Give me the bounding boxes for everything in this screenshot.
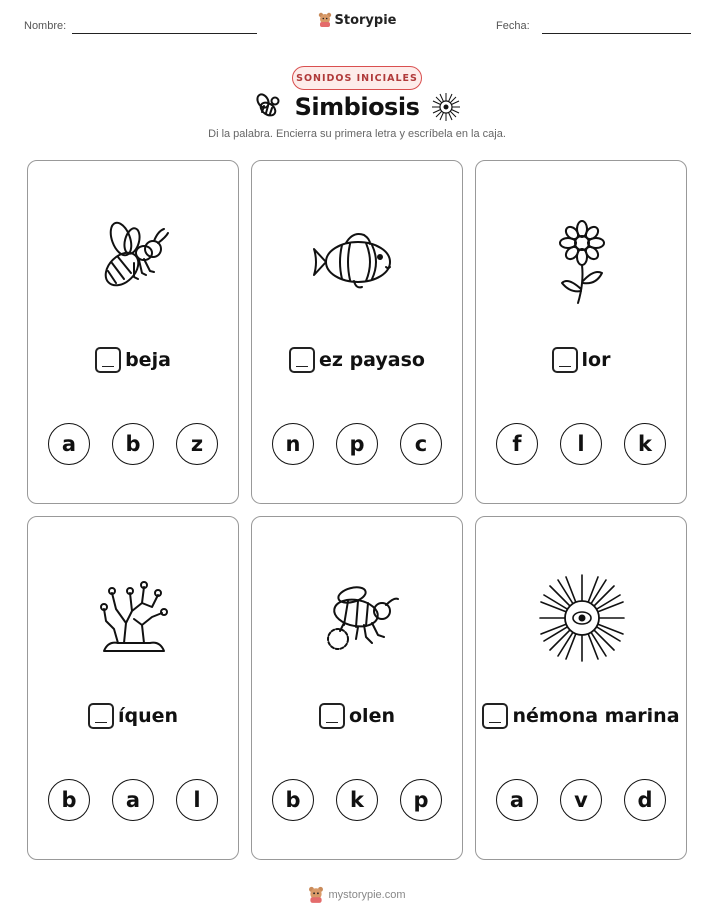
letter-choice[interactable]: p bbox=[400, 779, 442, 821]
letter-answer-box[interactable] bbox=[482, 703, 508, 729]
word-card bbox=[27, 160, 239, 504]
bee-icon bbox=[84, 217, 184, 307]
letter-choice[interactable]: p bbox=[336, 423, 378, 465]
letter-choice[interactable]: a bbox=[48, 423, 90, 465]
letter-choice[interactable]: b bbox=[272, 779, 314, 821]
word-text: beja bbox=[125, 349, 171, 371]
letter-choice[interactable]: v bbox=[560, 779, 602, 821]
letter-choice[interactable]: c bbox=[400, 423, 442, 465]
letter-choice[interactable]: z bbox=[176, 423, 218, 465]
letter-choices bbox=[28, 423, 238, 465]
bee-icon bbox=[253, 92, 283, 122]
word-card bbox=[475, 160, 687, 504]
word-text: ez payaso bbox=[319, 349, 425, 371]
letter-answer-box[interactable] bbox=[289, 347, 315, 373]
word-row bbox=[28, 703, 238, 729]
bear-logo-icon bbox=[308, 886, 324, 904]
name-line[interactable] bbox=[72, 33, 257, 34]
word-text: lor bbox=[581, 349, 611, 371]
sea-anemone-icon bbox=[431, 92, 461, 122]
word-text: íquen bbox=[117, 705, 179, 727]
letter-choices bbox=[476, 779, 686, 821]
letter-choice[interactable]: n bbox=[272, 423, 314, 465]
brand-logo bbox=[0, 12, 714, 28]
letter-choice[interactable]: b bbox=[112, 423, 154, 465]
letter-choices bbox=[252, 423, 462, 465]
sea-anemone-icon bbox=[532, 573, 632, 663]
letter-choice[interactable]: k bbox=[336, 779, 378, 821]
letter-choice[interactable]: l bbox=[176, 779, 218, 821]
letter-choices bbox=[252, 779, 462, 821]
word-card bbox=[251, 516, 463, 860]
topic-badge: SONIDOS INICIALES bbox=[292, 66, 422, 90]
word-card bbox=[475, 516, 687, 860]
word-row bbox=[28, 347, 238, 373]
date-label: Fecha: bbox=[496, 20, 530, 32]
word-text: némona marina bbox=[512, 705, 680, 727]
letter-answer-box[interactable] bbox=[88, 703, 114, 729]
letter-choice[interactable]: a bbox=[112, 779, 154, 821]
word-row bbox=[252, 347, 462, 373]
letter-answer-box[interactable] bbox=[552, 347, 578, 373]
letter-choices bbox=[28, 779, 238, 821]
brand-name: Storypie bbox=[334, 12, 397, 28]
bear-logo-icon bbox=[318, 12, 332, 28]
word-row bbox=[476, 347, 686, 373]
letter-choice[interactable]: a bbox=[496, 779, 538, 821]
title-row bbox=[0, 90, 714, 124]
word-row bbox=[476, 703, 686, 729]
letter-choice[interactable]: b bbox=[48, 779, 90, 821]
letter-answer-box[interactable] bbox=[319, 703, 345, 729]
letter-choice[interactable]: l bbox=[560, 423, 602, 465]
coral-icon bbox=[84, 573, 184, 663]
footer bbox=[0, 886, 714, 904]
bee-with-pollen-icon bbox=[308, 573, 408, 663]
letter-choices bbox=[476, 423, 686, 465]
word-text: olen bbox=[349, 705, 395, 727]
word-card bbox=[27, 516, 239, 860]
flower-icon bbox=[532, 217, 632, 307]
name-label: Nombre: bbox=[24, 20, 67, 32]
letter-choice[interactable]: k bbox=[624, 423, 666, 465]
footer-url: mystorypie.com bbox=[328, 889, 406, 901]
letter-answer-box[interactable] bbox=[95, 347, 121, 373]
letter-choice[interactable]: d bbox=[624, 779, 666, 821]
clownfish-icon bbox=[308, 217, 408, 307]
instructions: Di la palabra. Encierra su primera letra y escríbela en la caja. bbox=[208, 128, 506, 140]
date-line[interactable] bbox=[542, 33, 691, 34]
page-title: Simbiosis bbox=[294, 93, 420, 121]
word-card bbox=[251, 160, 463, 504]
letter-choice[interactable]: f bbox=[496, 423, 538, 465]
word-row bbox=[252, 703, 462, 729]
